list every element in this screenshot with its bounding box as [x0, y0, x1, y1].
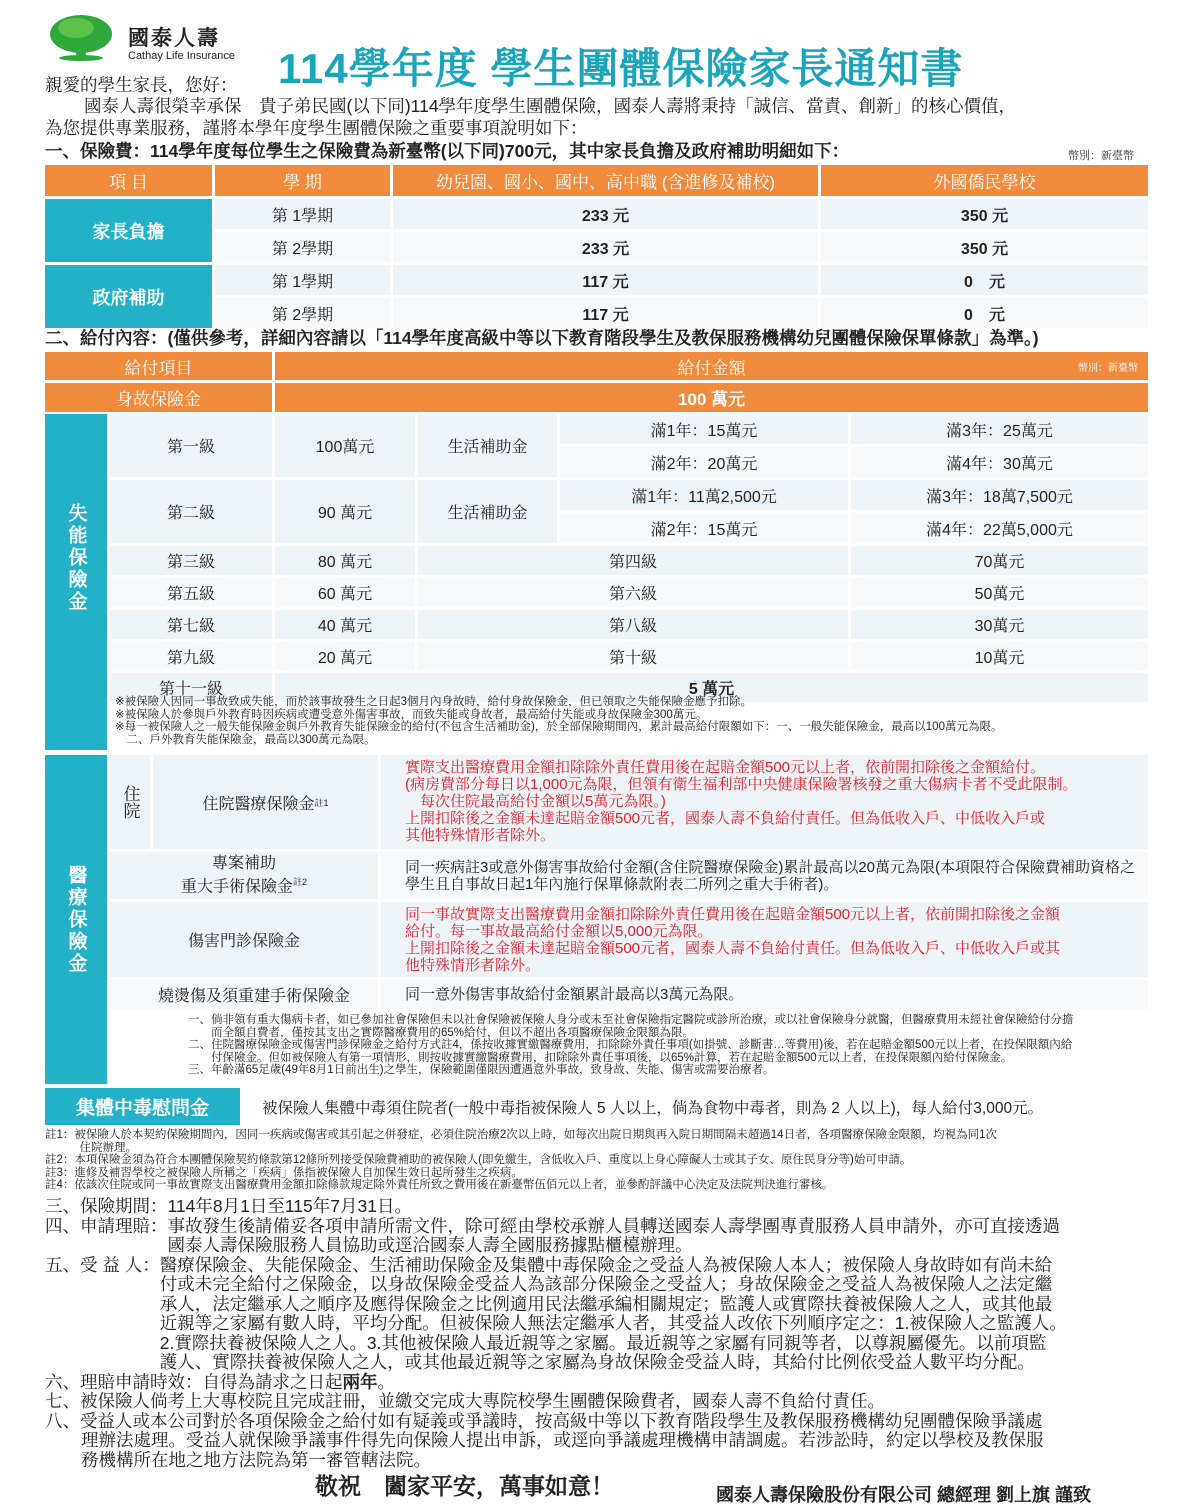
living-item: 滿2年：20萬元: [560, 447, 848, 477]
section-text: 2.實際扶養被保險人之人。3.其他被保險人最近親等之家屬。最近親等之家屬有同親等者，以尊親屬優先。以前項監: [159, 1332, 1047, 1353]
section-text: 近親等之家屬有數人時，平均分配。但被保險人無法定繼承人者，其受益人改依下列順序定之：1.被保險人之監護人。: [159, 1313, 1067, 1333]
footnote: 註3：進修及補習學校之被保險人所稱之「疾病」係指被保險人自加保生效日起所發生之疾病。: [45, 1166, 523, 1179]
level-name: 第三級: [110, 546, 272, 575]
benefit-table-header: [45, 352, 1148, 412]
amount-cell: 350 元: [821, 232, 1148, 262]
header-term: 學 期: [215, 165, 390, 196]
text-line: 上開扣除後之金額未達起賠金額500元者，國泰人壽不負給付責任。但為低收入戶、中低收入戶或: [405, 810, 1046, 827]
text-line: 每次住院最高給付金額以5萬元為限。): [405, 793, 666, 810]
section-text: 八、受益人或本公司對於各項保險金之給付如有疑義或爭議時，按高級中等以下教育階段學生及教保服務機構幼兒團體保險爭議處: [45, 1410, 1043, 1431]
disability-notes: [115, 696, 1002, 746]
living-item: 滿4年：22萬5,000元: [851, 513, 1148, 543]
header-benefit-item: 給付項目: [45, 352, 272, 380]
intro-line-1: 國泰人壽很榮幸承保 貴子弟民國(以下同)114學年度學生團體保險，國泰人壽將秉持「誠信、當責、創新」的核心價值，: [84, 96, 1017, 116]
premium-table: [45, 165, 1148, 328]
surgery-label-line: 重大手術保險金: [180, 878, 293, 896]
amount-cell: 117 元: [393, 265, 818, 295]
level-name: 第七級: [110, 610, 272, 639]
level-amount: 90 萬元: [275, 480, 415, 543]
note-line: ※每一被保險人之一般失能保險金與戶外教育失能保險金的給付(不包含生活補助金)，於全部保險期間內，累計最高給付限額如下：一、一般失能保險金，最高以100萬元為限。: [115, 721, 1003, 733]
gov-subsidy-label: 政府補助: [45, 265, 212, 328]
currency-note: 幣別：新臺幣: [1068, 150, 1134, 162]
level-amount: 20 萬元: [275, 642, 415, 670]
note-line: ※被保險人因同一事故致成失能，而於該事故發生之日起3個月內身故時，給付身故保險金，但已領取之失能保險金應予扣除。: [115, 696, 753, 708]
section-text: 付或未完全給付之保險金，以身故保險金受益人為該部分保險金之受益人；身故保險金之受益人為被保險人之法定繼: [159, 1274, 1053, 1294]
living-item: 滿1年：15萬元: [560, 414, 848, 444]
living-allowance-label: 生活補助金: [418, 480, 557, 543]
hospital-benefit-text: [381, 755, 1148, 849]
note-line: ※被保險人於參與戶外教育時因疾病或遭受意外傷害事故，而致失能或身故者，最高給付失能或身故保險金300萬元。: [115, 708, 708, 721]
signature: 國泰人壽保險股份有限公司 總經理 劉上旗 謹致: [716, 1485, 1092, 1505]
burn-benefit-label: 燒燙傷及須重建手術保險金: [110, 980, 378, 1009]
section8: [45, 1412, 1155, 1471]
section-label: 五、受 益 人：: [45, 1254, 160, 1275]
medical-notes: [110, 1012, 1148, 1084]
note-line: 二、戶外教育失能保險金，最高以300萬元為限。: [115, 733, 376, 746]
footnotes: [45, 1129, 997, 1192]
level-amount: 70萬元: [851, 546, 1148, 575]
level-name: 第九級: [110, 642, 272, 670]
death-benefit-amount: 100 萬元: [275, 383, 1148, 412]
level-name: 第十級: [418, 642, 848, 670]
level-name: 第一級: [110, 414, 272, 477]
logo-subtext: Cathay Life Insurance: [128, 50, 236, 62]
section-text: 理辦法處理。受益人就保險爭議事件得先向保險人提出申訴，或逕向爭議處理機構申請調處。若涉訟時，約定以學校及教保服: [81, 1430, 1044, 1450]
text-line: 同一事故實際支出醫療費用金額扣除除外責任費用後在起賠金額500元以上者，依前開扣除後之金額: [405, 906, 1061, 923]
group-poisoning-label: 集體中毒慰問金: [45, 1088, 240, 1125]
section-text: 醫療保險金、失能保險金、生活補助保險金及集體中毒保險金之受益人為被保險人本人；被保險人身故時如有尚未給: [159, 1254, 1053, 1275]
page-title: 114學年度 學生團體保險家長通知書: [278, 45, 964, 92]
note-line: 付保險金。但如被保險人有第一項情形，則按收據實繳醫療費用，扣除除外責任事項後，以65%計算，若在起賠金額500元以上者，在投保限額內給付保險金。: [188, 1051, 1013, 1064]
footnote: 註4：依該次住院或同一事故實際支出醫療費用金額扣除條款規定除外責任所致之費用後在新臺幣伍佰元以上者，並參酌評議中心決定及法院判決進行審核。: [45, 1179, 834, 1191]
hospital-benefit-name: 住院醫療保險金: [202, 795, 315, 813]
amount-cell: 233 元: [393, 199, 818, 229]
section6: [45, 1373, 1155, 1393]
header-domestic: 幼兒園、國小、國中、高中職 (含進修及補校): [393, 165, 818, 196]
section-text: 務機構所在地之地方法院為第一審管轄法院。: [81, 1449, 431, 1470]
amount-cell: 0 元: [821, 298, 1148, 328]
section2-heading: 二、給付內容：(僅供參考，詳細內容請以「114學年度高級中等以下教育階段學生及教保服務機構幼兒團體保險保單條款」為準。): [45, 328, 1039, 348]
surgery-label-line: 專案補助: [211, 855, 276, 873]
level-amount: 40 萬元: [275, 610, 415, 639]
level-amount: 60 萬元: [275, 578, 415, 607]
outpatient-benefit-label: 傷害門診保險金: [110, 902, 378, 977]
footnote: 住院辦理。: [45, 1141, 137, 1154]
level-amount: 100萬元: [275, 414, 415, 477]
section-label: 三、保險期間：: [45, 1196, 168, 1216]
text-line: 給付。每一事故最高給付金額以5,000元為限。: [405, 923, 713, 940]
text-line: 他特殊情形者除外。: [405, 957, 541, 974]
section4: [45, 1217, 1155, 1256]
note-line: 三、年齡滿65足歲(49年8月1日前出生)之學生，保險範圍僅限因遭遇意外事故，致身故、失能、傷害或需要治療者。: [188, 1064, 775, 1076]
surgery-benefit-label: [110, 852, 378, 899]
section5: [45, 1256, 1155, 1373]
note-line: 而全額自費者，僅按其支出之實際醫療費用的65%給付，但以不超出各項醫療保險金限額為限。: [188, 1026, 695, 1039]
section-text: 國泰人壽保險服務人員協助或逕洽國泰人壽全國服務據點櫃檯辦理。: [167, 1235, 693, 1255]
level-name: 第六級: [418, 578, 848, 607]
text-line: (病房費部分每日以1,000元為限，但領有衛生福利部中央健康保險署核發之重大傷病卡者不受此限制。: [405, 776, 1078, 793]
footnote: 註2：本項保險金須為符合本團體保險契約條款第12條所列接受保險費補助的被保險人(即免繳生，含低收入戶、重度以上身心障礙人士或其子女、原住民身分等)始可申請。: [45, 1154, 912, 1166]
section3: [45, 1197, 1155, 1217]
level-amount: 80 萬元: [275, 546, 415, 575]
footnote-ref: 註2: [293, 877, 308, 888]
disability-table: [45, 414, 1148, 705]
closing-greeting: 敬祝 闔家平安，萬事如意！: [315, 1473, 614, 1499]
level-amount: 5 萬元: [275, 673, 1148, 702]
disability-notes-band: [45, 695, 107, 750]
footnote-ref: 註1: [314, 797, 329, 808]
level-amount: 10萬元: [851, 642, 1148, 670]
header-item: 項 目: [45, 165, 212, 196]
level-name: 第八級: [418, 610, 848, 639]
amount-cell: 233 元: [393, 232, 818, 262]
section-text: 。: [377, 1371, 395, 1392]
hospital-benefit-label: [153, 755, 378, 849]
living-item: 滿4年：30萬元: [851, 447, 1148, 477]
living-allowance-label: 生活補助金: [418, 414, 557, 477]
hospital-label: 住院: [110, 755, 150, 849]
surgery-benefit-text: 同一疾病註3或意外傷害事故給付金額(含住院醫療保險金)累計最高以20萬元為限(本項限符合保險費補助資格之學生且自事故日起1年內施行保單條款附表二所列之重大手術者)。: [381, 852, 1148, 899]
amount-cell: 350 元: [821, 199, 1148, 229]
living-item: 滿1年：11萬2,500元: [560, 480, 848, 510]
intro-line-2: 為您提供專業服務，謹將本學年度學生團體保險之重要事項說明如下：: [45, 118, 588, 138]
section-text: 承人，法定繼承人之順序及應得保險金之比例適用民法繼承編相關規定；監護人或實際扶養被保險人之人，或其他最: [159, 1293, 1053, 1314]
parent-share-label: 家長負擔: [45, 199, 212, 262]
section-text: 護人、實際扶養被保險人之人，或其他最近親等之家屬為身故保險金受益人時，其給付比例依受益人數平均分配。: [159, 1352, 1035, 1372]
greeting: 親愛的學生家長，您好：: [45, 75, 238, 95]
disability-label: 失能保險金: [45, 414, 107, 702]
level-amount: 50萬元: [851, 578, 1148, 607]
level-amount: 30萬元: [851, 610, 1148, 639]
section-text: 六、理賠申請時效：自得為請求之日起: [45, 1371, 343, 1392]
group-poisoning-text: 被保險人集體中毒須住院者(一般中毒指被保險人 5 人以上，倘為食物中毒者，則為 2 人以上)，每人給付3,000元。: [262, 1099, 1044, 1117]
note-line: 一、倘非領有重大傷病卡者，如已參加社會保險但未以社會保險被保險人身分或未至社會保險指定醫院或診所治療，或以社會保險身分就醫，但醫療費用未經社會保險給付分擔: [188, 1014, 1074, 1026]
text-line: 其他特殊情形者除外。: [405, 827, 556, 844]
death-benefit-label: 身故保險金: [45, 383, 272, 412]
text-line: 實際支出醫療費用金額扣除除外責任費用後在起賠金額500元以上者，依前開扣除後之金額給付。: [405, 759, 1046, 776]
term-cell: 第 2學期: [215, 232, 390, 262]
currency-note: 幣別：新臺幣: [1078, 362, 1138, 374]
amount-cell: 117 元: [393, 298, 818, 328]
footnote: 註1：被保險人於本契約保險期間內，因同一疾病或傷害或其引起之併發症，必須住院治療2次以上時，如每次出院日期與再入院日期間隔未超過14日者，各項醫療保險金限額，均視為同1次: [45, 1129, 997, 1141]
living-item: 滿3年：25萬元: [851, 414, 1148, 444]
cathay-tree-logo-icon: [48, 14, 114, 62]
medical-label: 醫療保險金: [45, 755, 107, 1084]
term-cell: 第 1學期: [215, 199, 390, 229]
level-name: 第十一級: [110, 673, 272, 702]
header-benefit-amount: [275, 352, 1148, 380]
text-line: 上開扣除後之金額未達起賠金額500元者，國泰人壽不負給付責任。但為低收入戶、中低收入戶或其: [405, 940, 1061, 957]
level-name: 第二級: [110, 480, 272, 543]
living-item: 滿3年：18萬7,500元: [851, 480, 1148, 510]
header-benefit-amount-text: 給付金額: [677, 358, 746, 378]
level-name: 第五級: [110, 578, 272, 607]
section-text: 114年8月1日至115年7月31日。: [167, 1196, 412, 1216]
amount-cell: 0 元: [821, 265, 1148, 295]
section7: 七、被保險人倘考上大專校院且完成註冊，並繳交完成大專院校學生團體保險費者，國泰人壽不負給付責任。: [45, 1391, 885, 1411]
medical-table: [45, 755, 1148, 1084]
living-item: 滿2年：15萬元: [560, 513, 848, 543]
header-foreign: 外國僑民學校: [821, 165, 1148, 196]
note-line: 二、住院醫療保險金或傷害門診保險金之給付方式註4，係按收據實繳醫療費用，扣除除外責任事項(如掛號、診斷書…等費用)後，若在起賠金額500元以上者，在投保限額內給: [188, 1039, 1073, 1051]
outpatient-benefit-text: [381, 902, 1148, 977]
logo-text: 國泰人壽: [128, 27, 220, 50]
section-emphasis: 兩年: [342, 1371, 378, 1392]
term-cell: 第 2學期: [215, 298, 390, 328]
section1-heading: 一、保險費：114學年度每位學生之保險費為新臺幣(以下同)700元，其中家長負擔及政府補助明細如下：: [45, 141, 850, 161]
terms-sections: [45, 1197, 1155, 1470]
level-name: 第四級: [418, 546, 848, 575]
section-text: 事故發生後請備妥各項申請所需文件，除可經由學校承辦人員轉送國泰人壽學團專責服務人員申請外，亦可直接透過: [167, 1215, 1060, 1236]
term-cell: 第 1學期: [215, 265, 390, 295]
section-label: 四、申請理賠：: [45, 1215, 168, 1236]
burn-benefit-text: 同一意外傷害事故給付金額累計最高以3萬元為限。: [381, 980, 1148, 1009]
